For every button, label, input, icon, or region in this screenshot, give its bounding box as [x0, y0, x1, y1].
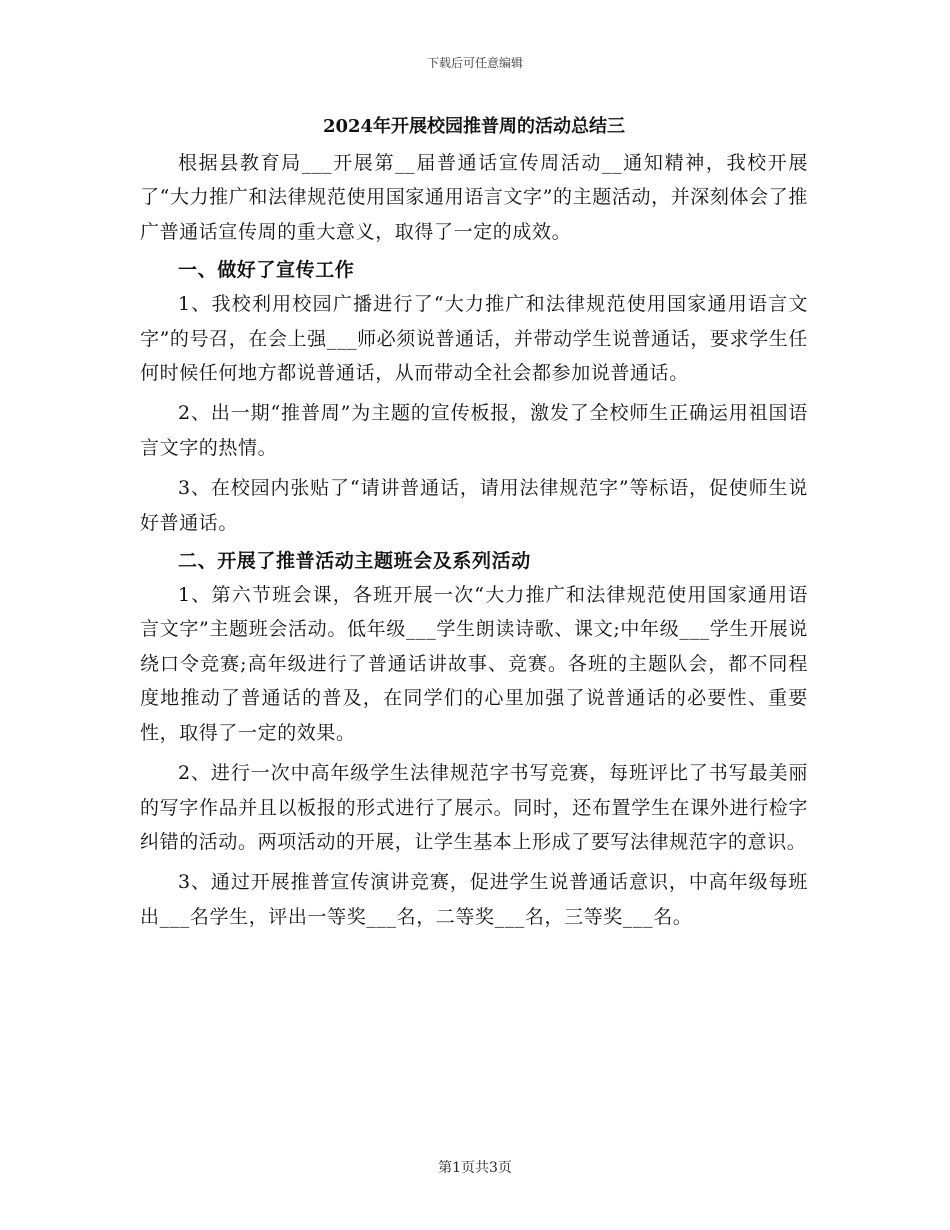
section-2-item-3: 3、通过开展推普宣传演讲竞赛，促进学生说普通话意识，中高年级每班出___名学生，评出一等奖___名，二等奖___名，三等奖___名。 — [140, 871, 808, 928]
section-1-item-3: 3、在校园内张贴了“请讲普通话，请用法律规范字”等标语，促使师生说好普通话。 — [140, 477, 808, 534]
section-1-item-1: 1、我校利用校园广播进行了“大力推广和法律规范使用国家通用语言文字”的号召，在会上强___师必须说普通话，并带动学生说普通话，要求学生任何时候任何地方都说普通话，从而带动全社会都参加说普通话。 — [140, 293, 808, 385]
section-1-heading: 一、做好了宣传工作 — [178, 259, 355, 282]
section-2-item-1: 1、第六节班会课，各班开展一次“大力推广和法律规范使用国家通用语言文字”主题班会活动。低年级___学生朗读诗歌、课文;中年级___学生开展说绕口令竞赛;高年级进行了普通话讲故事、竞赛。各班的主题队会，都不同程度地推动了普通话的普及，在同学们的心里加强了说普通话的必要性、重要性，取得了一定的效果。 — [140, 584, 808, 744]
document-title: 2024年开展校园推普周的活动总结三 — [322, 116, 626, 137]
section-2-item-2: 2、进行一次中高年级学生法律规范字书写竞赛，每班评比了书写最美丽的写字作品并且以板报的形式进行了展示。同时，还布置学生在课外进行检字纠错的活动。两项活动的开展，让学生基本上形成了要写法律规范字的意识。 — [140, 762, 808, 853]
section-1-item-2: 2、出一期“推普周”为主题的宣传板报，激发了全校师生正确运用祖国语言文字的热情。 — [140, 402, 808, 459]
intro-paragraph: 根据县教育局___开展第__届普通话宣传周活动__通知精神，我校开展了“大力推广和法律规范使用国家通用语言文字”的主题活动，并深刻体会了推广普通话宣传周的重大意义，取得了一定的成效。 — [140, 152, 808, 243]
document-body — [140, 112, 808, 934]
section-2-heading: 二、开展了推普活动主题班会及系列活动 — [178, 550, 531, 573]
header-note: 下载后可任意编辑 — [426, 56, 523, 70]
page-footer: 第1页共3页 — [438, 1160, 512, 1176]
